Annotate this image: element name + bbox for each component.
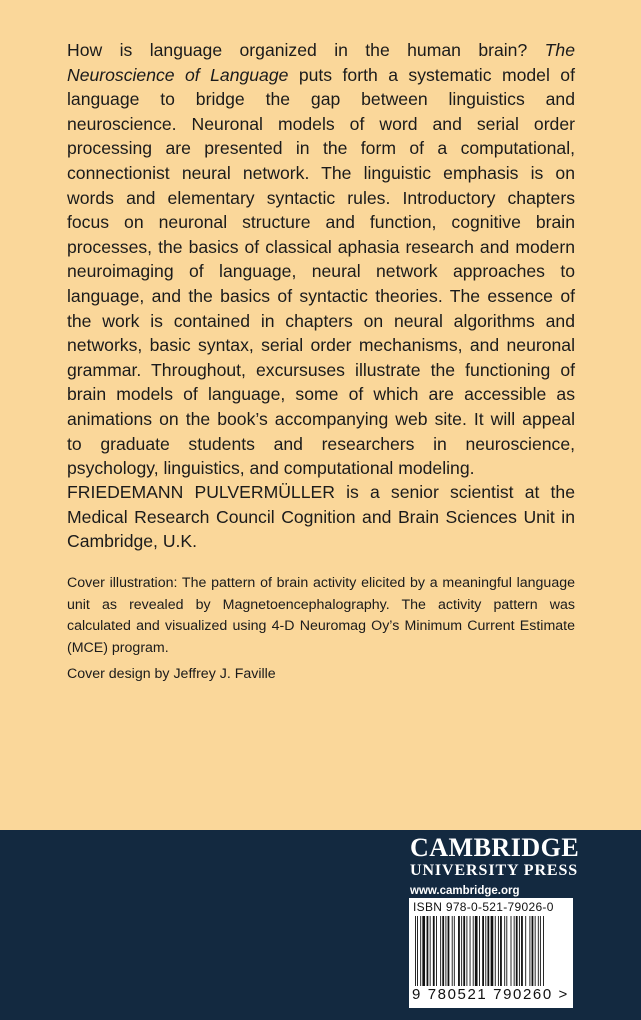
publisher-name: CAMBRIDGE <box>410 833 580 862</box>
barcode-digits: 9 780521 790260 > <box>412 986 569 1003</box>
barcode-bar <box>532 916 534 986</box>
barcode-bar <box>519 916 520 986</box>
publisher-subtitle: UNIVERSITY PRESS <box>410 862 579 879</box>
barcode-bar <box>448 916 450 986</box>
barcode-bar <box>495 916 496 986</box>
barcode-bar <box>466 916 467 986</box>
isbn-label: ISBN 978-0-521-79026-0 <box>413 900 554 914</box>
barcode-bar <box>417 916 418 986</box>
barcode-bar <box>482 916 484 986</box>
barcode-bar <box>479 916 480 986</box>
barcode-bar <box>433 916 435 986</box>
barcode-bar <box>461 916 462 986</box>
cover-illustration-credit: Cover illustration: The pattern of brain activity elicited by a meaningful language unit as revealed by Magnetoencephalography. The activity pattern was calculated and visualized using 4-D Neuromag Oy’s Minimum Current Estimate (MCE) program. <box>67 575 575 656</box>
description-intro: How is language organized in the human brain? <box>67 40 545 60</box>
barcode-bar <box>525 916 526 986</box>
barcode-bar <box>498 916 499 986</box>
barcode-bar <box>475 916 478 986</box>
barcode-bar <box>514 916 515 986</box>
publisher-website: www.cambridge.org <box>410 885 520 897</box>
barcode-bar <box>422 916 425 986</box>
barcode-bar <box>430 916 431 986</box>
barcode-bar <box>440 916 441 986</box>
author-bio: FRIEDEMANN PULVERMÜLLER is a senior scientist at the Medical Research Council Cognition and Brain Sciences Unit in Cambridge, U.K. <box>67 482 575 552</box>
barcode-bar <box>445 916 446 986</box>
barcode-bar <box>427 916 429 986</box>
cover-design-credit: Cover design by Jeffrey J. Faville <box>67 666 276 682</box>
barcode-bar <box>504 916 505 986</box>
book-description <box>67 38 575 481</box>
barcode-bar <box>543 916 544 986</box>
barcode-bar <box>521 916 523 986</box>
barcode-bar <box>487 916 489 986</box>
barcode-bar <box>452 916 453 986</box>
barcode-bar <box>516 916 518 986</box>
book-title-italic: The Neuroscience of Language <box>67 40 575 85</box>
barcode-bar <box>540 916 541 986</box>
barcode-bar <box>463 916 465 986</box>
barcode-bar <box>458 916 460 986</box>
barcode-bar <box>491 916 494 986</box>
barcode-bar <box>436 916 437 986</box>
barcode-bar <box>473 916 474 986</box>
barcode-bar <box>529 916 530 986</box>
isbn-barcode <box>409 898 573 1008</box>
barcode-bar <box>415 916 416 986</box>
barcode-bar <box>538 916 539 986</box>
barcode-bar <box>506 916 507 986</box>
barcode-bar <box>420 916 421 986</box>
barcode-bar <box>535 916 536 986</box>
barcode-bar <box>511 916 512 986</box>
publisher-block <box>410 834 580 899</box>
barcode-bar <box>485 916 486 986</box>
barcode-bar <box>470 916 471 986</box>
barcode-bar <box>442 916 444 986</box>
description-body: puts forth a systematic model of language to bridge the gap between linguistics and neuroscience. Neuronal models of word and serial order processing are presented in the form of a computational, connectionist neural network. The linguistic emphasis is on words and elementary syntactic rules. Introductory chapters focus on neuronal structure and function, cognitive brain processes, the basics of classical aphasia research and modern neuroimaging of language, neural network approaches to language, and the basics of syntactic theories. The essence of the work is contained in chapters on neural algorithms and networks, basic syntax, serial order mechanisms, and neuronal grammar. Throughout, excursuses illustrate the functioning of brain models of language, some of which are accessible as animations on the book’s accompanying web site. It will appeal to graduate students and researchers in neuroscience, psychology, linguistics, and computational modeling. <box>67 64 575 479</box>
barcode-bars <box>413 916 569 986</box>
barcode-bar <box>454 916 455 986</box>
barcode-bar <box>500 916 502 986</box>
